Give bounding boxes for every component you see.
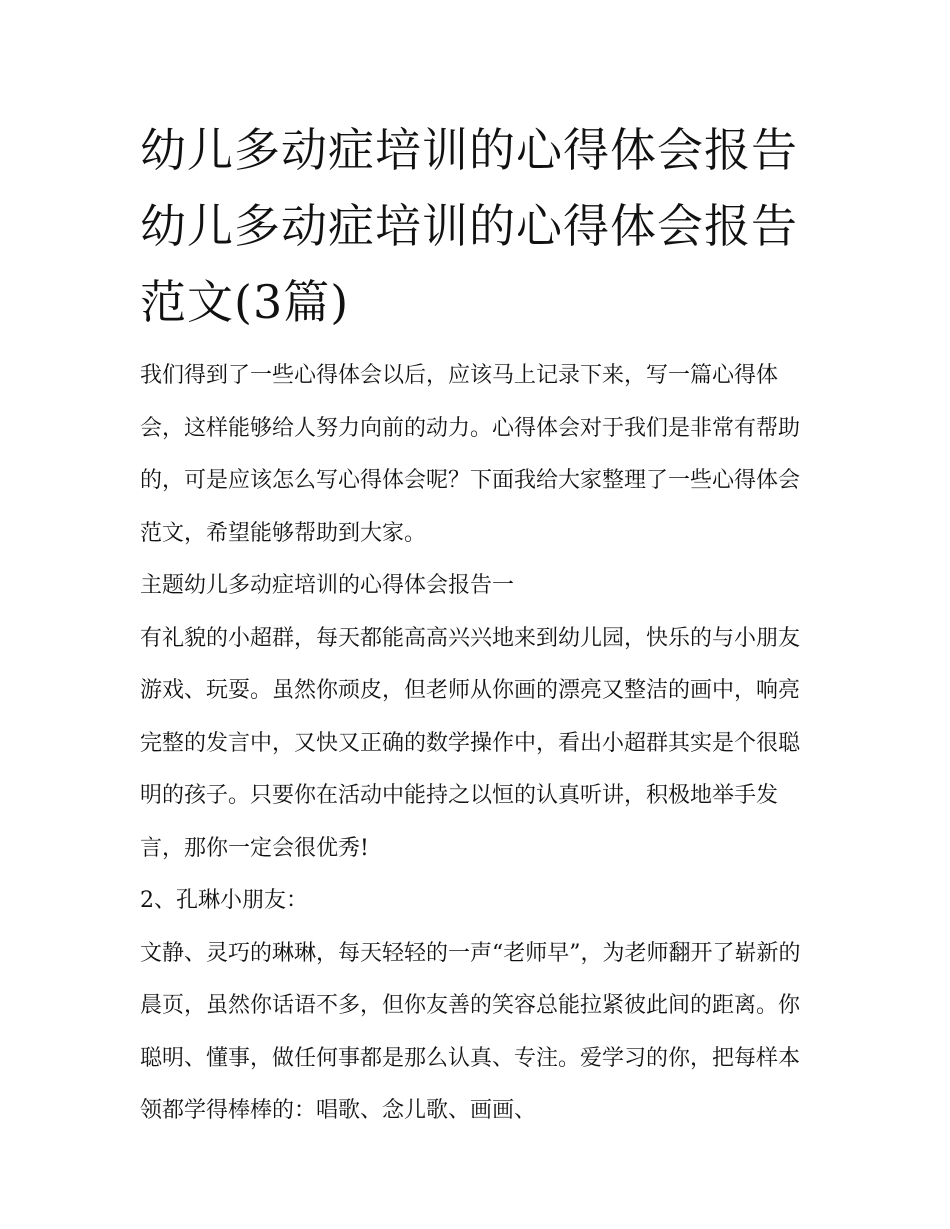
document-title: 幼儿多动症培训的心得体会报告 幼儿多动症培训的心得体会报告范文(3篇) [140,123,798,329]
document-page [140,112,815,1138]
body-paragraph: 有礼貌的小超群，每天都能高高兴兴地来到幼儿园，快乐的与小朋友游戏、玩耍。虽然你顽皮，但老师从你画的漂亮又整洁的画中，响亮完整的发言中，又快又正确的数学操作中，看出小超群其实是个很聪明的孩子。只要你在活动中能持之以恒的认真听讲，积极地举手发言，那你一定会很优秀! [140,625,801,861]
item-heading: 2、孔琳小朋友： [140,888,308,913]
intro-paragraph: 我们得到了一些心得体会以后，应该马上记录下来，写一篇心得体会，这样能够给人努力向前的动力。心得体会对于我们是非常有帮助的，可是应该怎么写心得体会呢？下面我给大家整理了一些心得体会范文，希望能够帮助到大家。 [140,363,801,546]
body-paragraph: 文静、灵巧的琳琳，每天轻轻的一声“老师早”，为老师翻开了崭新的晨页，虽然你话语不多，但你友善的笑容总能拉紧彼此间的距离。你聪明、懂事，做任何事都是那么认真、专注。爱学习的你，把每样本领都学得棒棒的：唱歌、念儿歌、画画、 [140,940,801,1123]
document-body [140,350,815,1138]
section-heading: 主题幼儿多动症培训的心得体会报告一 [140,573,515,598]
